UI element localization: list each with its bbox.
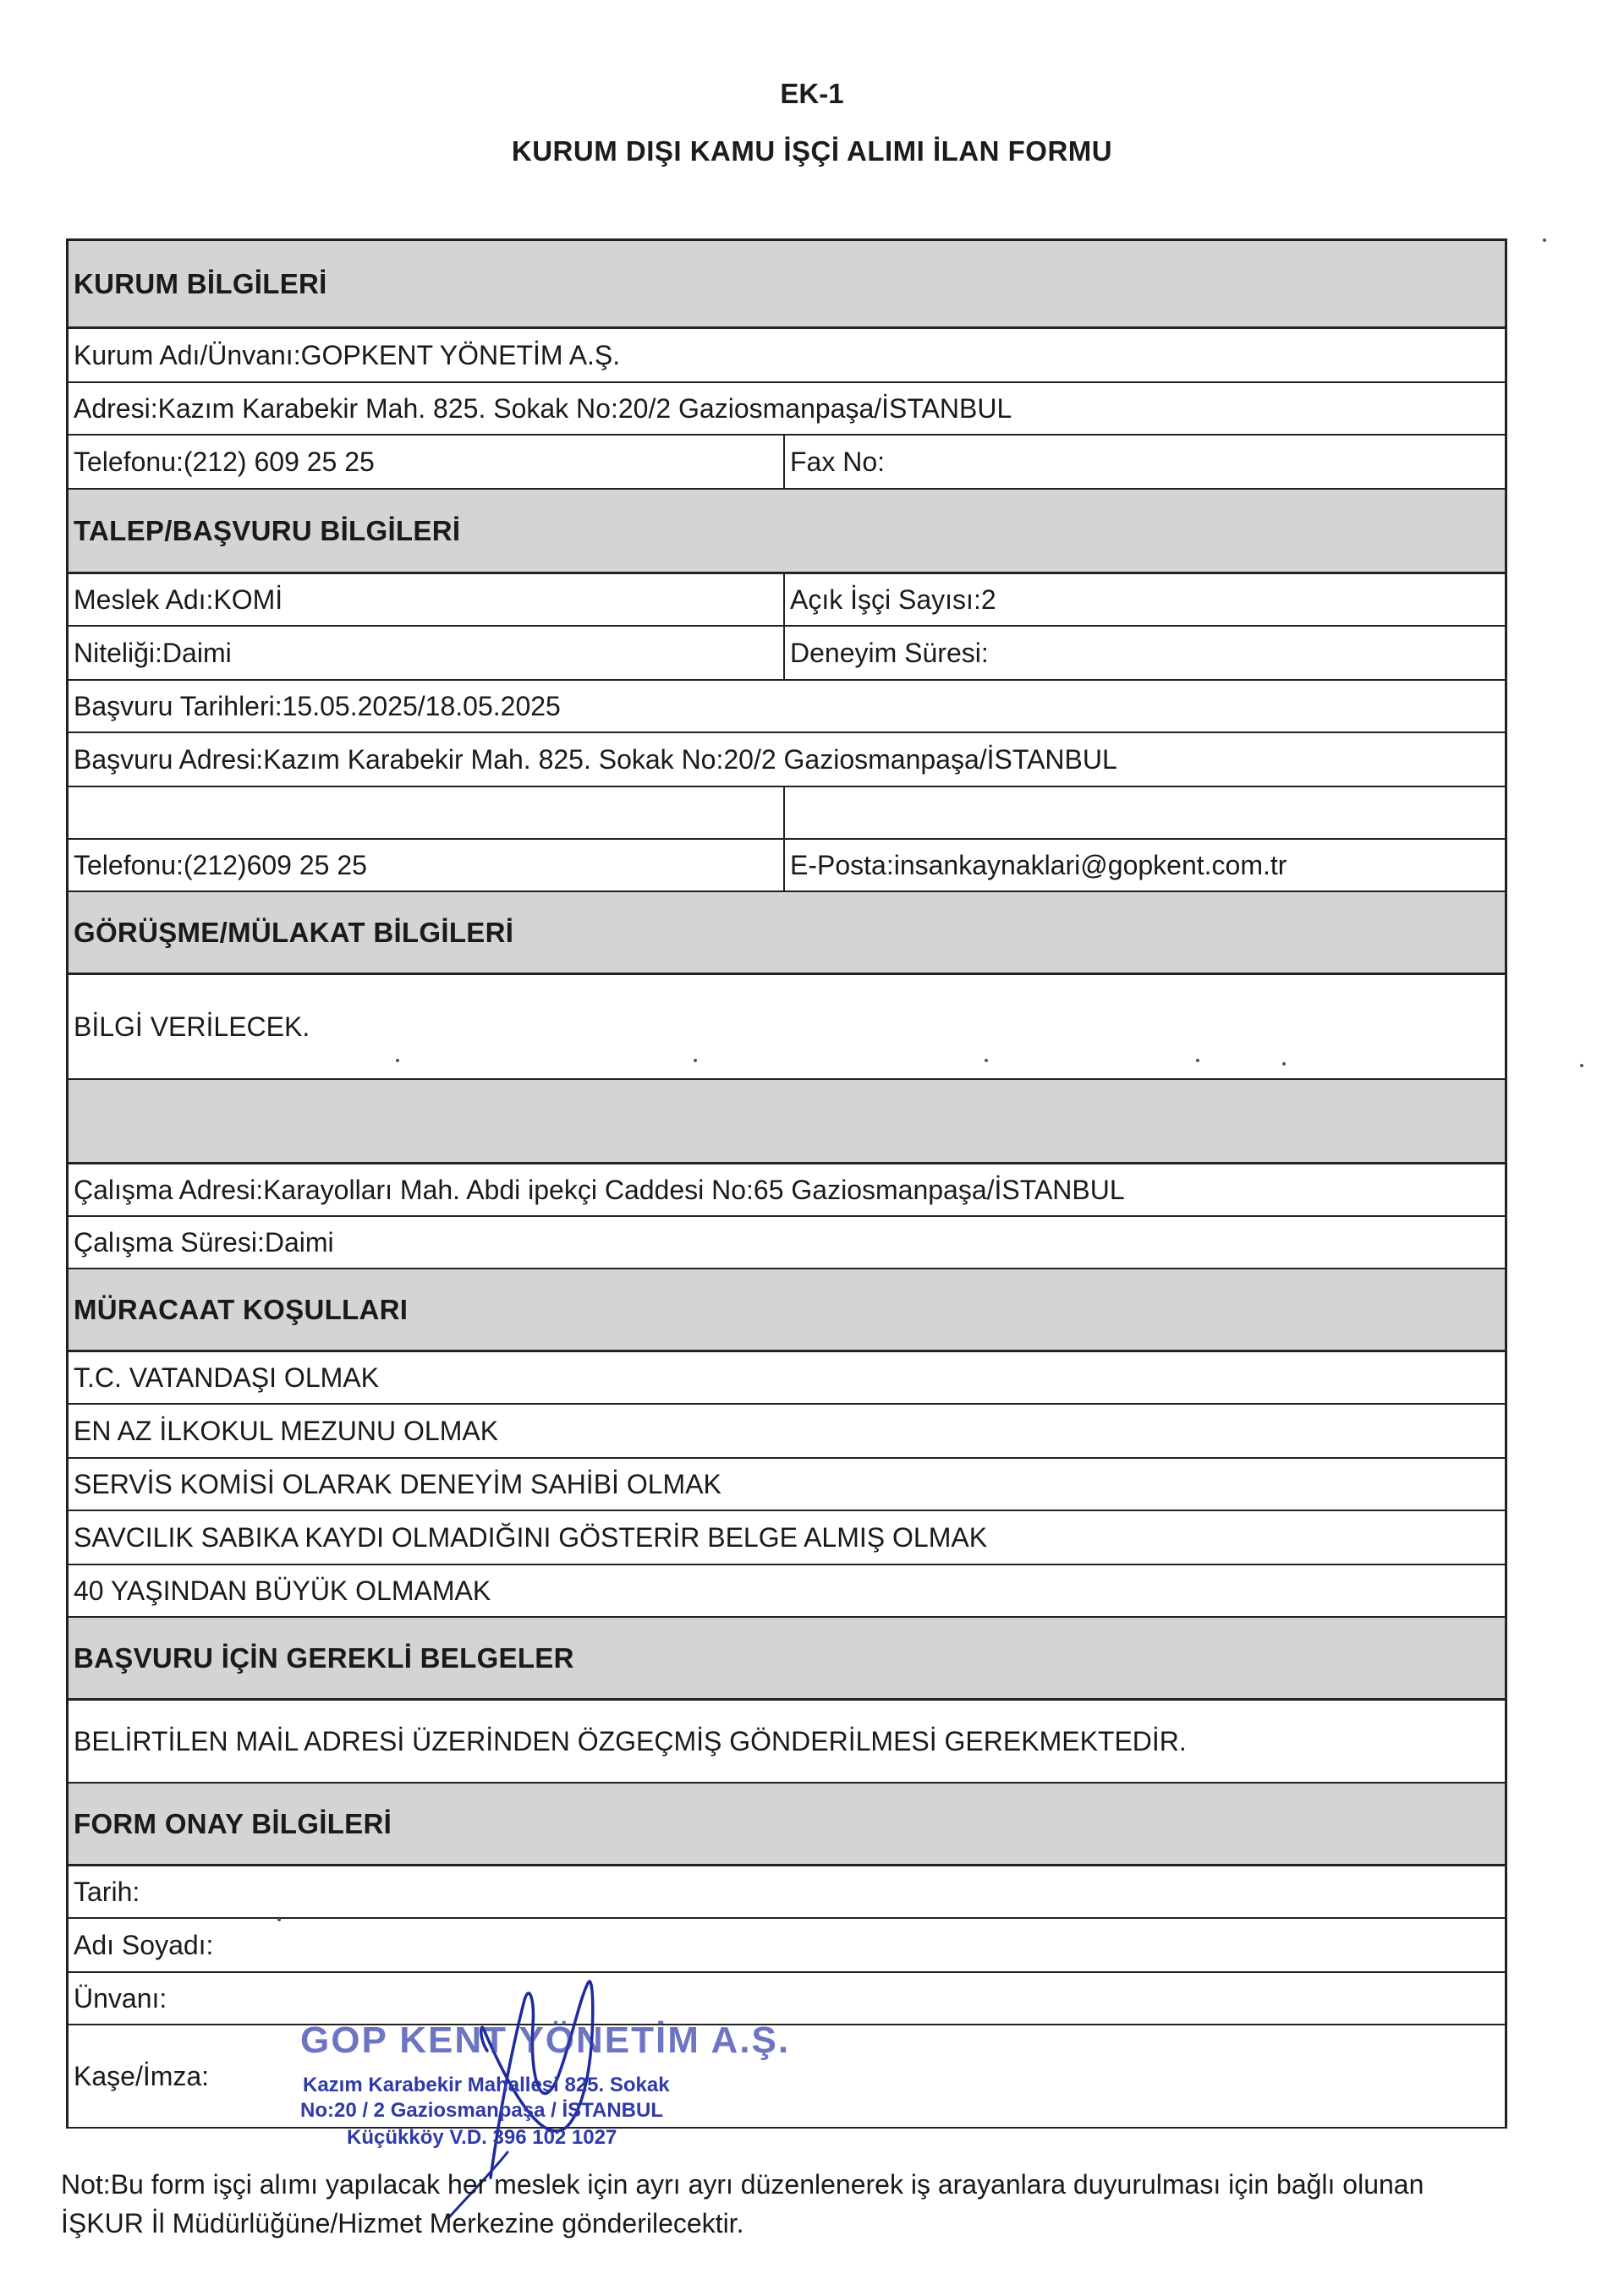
kurum-fax: Fax No: [790, 446, 886, 477]
section-title: MÜRACAAT KOŞULLARI [74, 1293, 409, 1325]
row-basvuru-tarihleri [69, 681, 1505, 733]
condition-item: T.C. VATANDAŞI OLMAK [74, 1362, 379, 1393]
row-kurum-contact [69, 436, 1505, 490]
list-item [69, 1565, 1505, 1618]
condition-item: 40 YAŞINDAN BÜYÜK OLMAMAK [74, 1575, 491, 1606]
condition-item: SERVİS KOMİSİ OLARAK DENEYİM SAHİBİ OLMAK [74, 1468, 721, 1499]
section-header-gorusme [69, 892, 1505, 975]
scan-speck [1580, 1064, 1583, 1067]
section-header-muracaat [69, 1269, 1505, 1352]
section-title: GÖRÜŞME/MÜLAKAT BİLGİLERİ [74, 916, 514, 948]
scan-speck [1543, 238, 1546, 242]
unvani-label: Ünvanı: [74, 1982, 167, 2014]
stamp-line-1: Kazım Karabekir Mahallesi 825. Sokak [303, 2074, 670, 2096]
row-kurum-name [69, 329, 1505, 383]
section-header-blank [69, 1080, 1505, 1164]
condition-item: EN AZ İLKOKUL MEZUNU OLMAK [74, 1415, 499, 1446]
list-item [69, 1511, 1505, 1565]
acik-isci-sayisi: Açık İşçi Sayısı:2 [790, 584, 996, 615]
list-item [69, 1459, 1505, 1511]
calisma-suresi: Çalışma Süresi:Daimi [74, 1226, 334, 1258]
row-meslek [69, 574, 1505, 627]
section-header-onay [69, 1784, 1505, 1866]
basvuru-adresi: Başvuru Adresi:Kazım Karabekir Mah. 825. Sokak No:20/2 Gaziosmanpaşa/İSTANBUL [74, 743, 1117, 775]
section-header-kurum [69, 241, 1505, 329]
adi-soyadi-label: Adı Soyadı: [74, 1929, 214, 1960]
scan-speck [1282, 1062, 1286, 1066]
row-tarih [69, 1866, 1505, 1919]
row-kurum-address [69, 383, 1505, 436]
section-title: BAŞVURU İÇİN GEREKLİ BELGELER [74, 1641, 574, 1674]
scan-speck [277, 1918, 281, 1921]
row-calisma-suresi [69, 1217, 1505, 1269]
kurum-name: Kurum Adı/Ünvanı:GOPKENT YÖNETİM A.Ş. [74, 339, 621, 370]
condition-item: SAVCILIK SABIKA KAYDI OLMADIĞINI GÖSTERİR BELGE ALMIŞ OLMAK [74, 1521, 988, 1553]
row-nitelik [69, 627, 1505, 681]
kase-imza-label: Kaşe/İmza: [74, 2060, 210, 2091]
kurum-address: Adresi:Kazım Karabekir Mah. 825. Sokak No:20/2 Gaziosmanpaşa/İSTANBUL [74, 392, 1012, 424]
calisma-adresi: Çalışma Adresi:Karayolları Mah. Abdi ipekçi Caddesi No:65 Gaziosmanpaşa/İSTANBUL [74, 1174, 1125, 1205]
scan-speck [694, 1059, 697, 1062]
scan-speck [1196, 1059, 1199, 1062]
section-header-talep [69, 490, 1505, 574]
form-title: KURUM DIŞI KAMU İŞÇİ ALIMI İLAN FORMU [511, 135, 1113, 167]
scan-speck [985, 1059, 988, 1062]
talep-email: E-Posta:insankaynaklari@gopkent.com.tr [790, 849, 1287, 880]
niteligi: Niteliği:Daimi [74, 637, 232, 668]
deneyim-suresi: Deneyim Süresi: [790, 637, 989, 668]
gorusme-text: BİLGİ VERİLECEK. [74, 1011, 310, 1042]
belgeler-text: BELİRTİLEN MAİL ADRESİ ÜZERİNDEN ÖZGEÇMİŞ GÖNDERİLMESİ GEREKMEKTEDİR. [74, 1725, 1187, 1756]
stamp-line-3: Küçükköy V.D. 396 102 1027 [347, 2126, 617, 2149]
row-calisma-adresi [69, 1164, 1505, 1217]
section-title: FORM ONAY BİLGİLERİ [74, 1807, 392, 1839]
kurum-phone: Telefonu:(212) 609 25 25 [74, 446, 375, 477]
announcement-form [66, 238, 1507, 2129]
tarih-label: Tarih: [74, 1876, 140, 1907]
document-code: EK-1 [780, 78, 844, 109]
meslek-adi: Meslek Adı:KOMİ [74, 584, 283, 615]
section-title: TALEP/BAŞVURU BİLGİLERİ [74, 514, 461, 546]
list-item [69, 1352, 1505, 1405]
row-empty [69, 787, 1505, 840]
row-adi-soyadi [69, 1919, 1505, 1973]
talep-phone: Telefonu:(212)609 25 25 [74, 849, 367, 880]
stamp-line-2: No:20 / 2 Gaziosmanpaşa / İSTANBUL [300, 2099, 663, 2122]
section-title: KURUM BİLGİLERİ [74, 267, 327, 299]
stamp-company: GOP KENT YÖNETİM A.Ş. [300, 2019, 791, 2061]
row-basvuru-adresi [69, 733, 1505, 787]
basvuru-tarihleri: Başvuru Tarihleri:15.05.2025/18.05.2025 [74, 690, 561, 721]
row-unvani [69, 1973, 1505, 2025]
row-belgeler [69, 1701, 1505, 1784]
section-header-belgeler [69, 1618, 1505, 1701]
footnote: Not:Bu form işçi alımı yapılacak her meslek için ayrı ayrı düzenlenerek iş arayanlara duyurulması için bağlı olunan İŞKUR İl Müdürlüğüne/Hizmet Merkezine gönderilecektir. [61, 2169, 1424, 2238]
row-gorusme-info [69, 975, 1505, 1080]
row-talep-contact [69, 840, 1505, 892]
list-item [69, 1405, 1505, 1459]
scan-speck [396, 1059, 399, 1062]
